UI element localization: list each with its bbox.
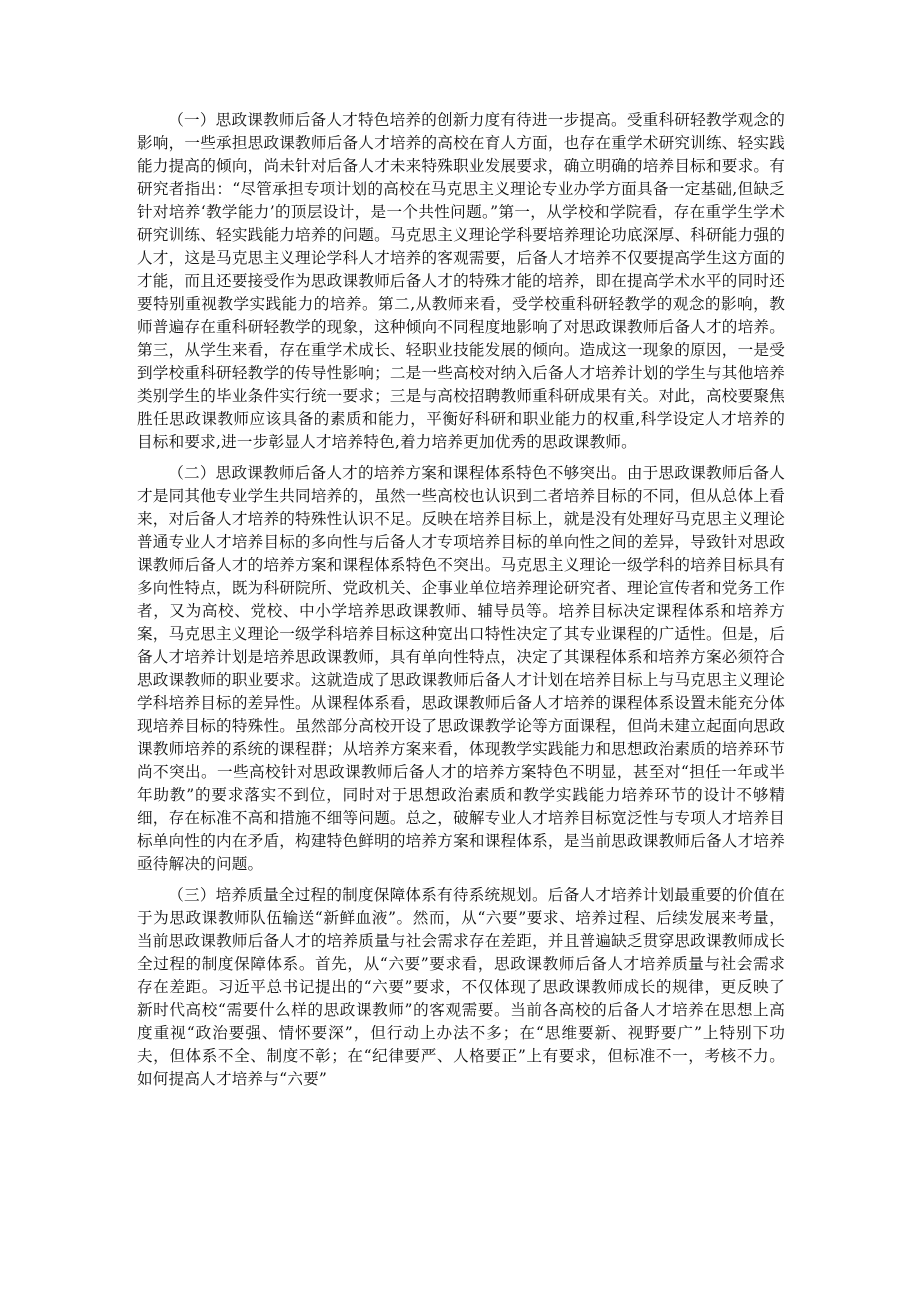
paragraph-2: （二）思政课教师后备人才的培养方案和课程体系特色不够突出。由于思政课教师后备人才是同其他专业学生共同培养的，虽然一些高校也认识到二者培养目标的不同，但从总体上看来，对后备人才培养的特殊性认识不足。反映在培养目标上，就是没有处理好马克思主义理论普通专业人才培养目标的多向性与后备人才专项培养目标的单向性之间的差异，导致针对思政课教师后备人才的培养方案和课程体系特色不突出。马克思主义理论一级学科的培养目标具有多向性特点，既为科研院所、党政机关、企事业单位培养理论研究者、理论宣传者和党务工作者，又为高校、党校、中小学培养思政课教师、辅导员等。培养目标决定课程体系和培养方案，马克思主义理论一级学科培养目标这种宽出口特性决定了其专业课程的广适性。但是，后备人才培养计划是培养思政课教师，具有单向性特点，决定了其课程体系和培养方案必须符合思政课教师的职业要求。这就造成了思政课教师后备人才计划在培养目标上与马克思主义理论学科培养目标的差异性。从课程体系看，思政课教师后备人才培养的课程体系设置未能充分体现培养目标的特殊性。虽然部分高校开设了思政课教学论等方面课程，但尚未建立起面向思政课教师培养的系统的课程群；从培养方案来看，体现教学实践能力和思想政治素质的培养环节尚不突出。一些高校针对思政课教师后备人才的培养方案特色不明显，甚至对“担任一年或半年助教”的要求落实不到位，同时对于思想政治素质和教学实践能力培养环节的设计不够精细，存在标准不高和措施不细等问题。总之，破解专业人才培养目标宽泛性与专项人才培养目标单向性的内在矛盾，构建特色鲜明的培养方案和课程体系，是当前思政课教师后备人才培养亟待解决的问题。 (137, 464, 785, 873)
paragraph-3: （三）培养质量全过程的制度保障体系有待系统规划。后备人才培养计划最重要的价值在于为思政课教师队伍输送“新鲜血液”。然而，从“六要”要求、培养过程、后续发展来考量，当前思政课教师后备人才的培养质量与社会需求存在差距，并且普遍缺乏贯穿思政课教师成长全过程的制度保障体系。首先，从“六要”要求看，思政课教师后备人才培养质量与社会需求存在差距。习近平总书记提出的“六要”要求，不仅体现了思政课教师成长的规律，更反映了新时代高校“需要什么样的思政课教师”的客观需要。当前各高校的后备人才培养在思想上高度重视“政治要强、情怀要深”，但行动上办法不多；在“思维要新、视野要广”上特别下功夫，但体系不全、制度不彰；在“纪律要严、人格要正”上有要求，但标准不一，考核不力。如何提高人才培养与“六要” (137, 886, 785, 1088)
document-body (137, 109, 785, 1091)
paragraph-1: （一）思政课教师后备人才特色培养的创新力度有待进一步提高。受重科研轻教学观念的影响，一些承担思政课教师后备人才培养的高校在育人方面，也存在重学术研究训练、轻实践能力提高的倾向，尚未针对后备人才未来特殊职业发展要求，确立明确的培养目标和要求。有研究者指出：“尽管承担专项计划的高校在马克思主义理论专业办学方面具备一定基础,但缺乏针对培养‘教学能力’的顶层设计，是一个共性问题。”第一，从学校和学院看，存在重学生学术研究训练、轻实践能力培养的问题。马克思主义理论学科要培养理论功底深厚、科研能力强的人才，这是马克思主义理论学科人才培养的客观需要，后备人才培养不仅要提高学生这方面的才能，而且还要接受作为思政课教师后备人才的特殊才能的培养，即在提高学术水平的同时还要特别重视教学实践能力的培养。第二,从教师来看，受学校重科研轻教学的观念的影响，教师普遍存在重科研轻教学的现象，这种倾向不同程度地影响了对思政课教师后备人才的培养。第三，从学生来看，存在重学术成长、轻职业技能发展的倾向。造成这一现象的原因，一是受到学校重科研轻教学的传导性影响；二是一些高校对纳入后备人才培养计划的学生与其他培养类别学生的毕业条件实行统一要求；三是与高校招聘教师重科研成果有关。对此，高校要聚焦胜任思政课教师应该具备的素质和能力，平衡好科研和职业能力的权重,科学设定人才培养的目标和要求,进一步彰显人才培养特色,着力培养更加优秀的思政课教师。 (137, 111, 785, 451)
